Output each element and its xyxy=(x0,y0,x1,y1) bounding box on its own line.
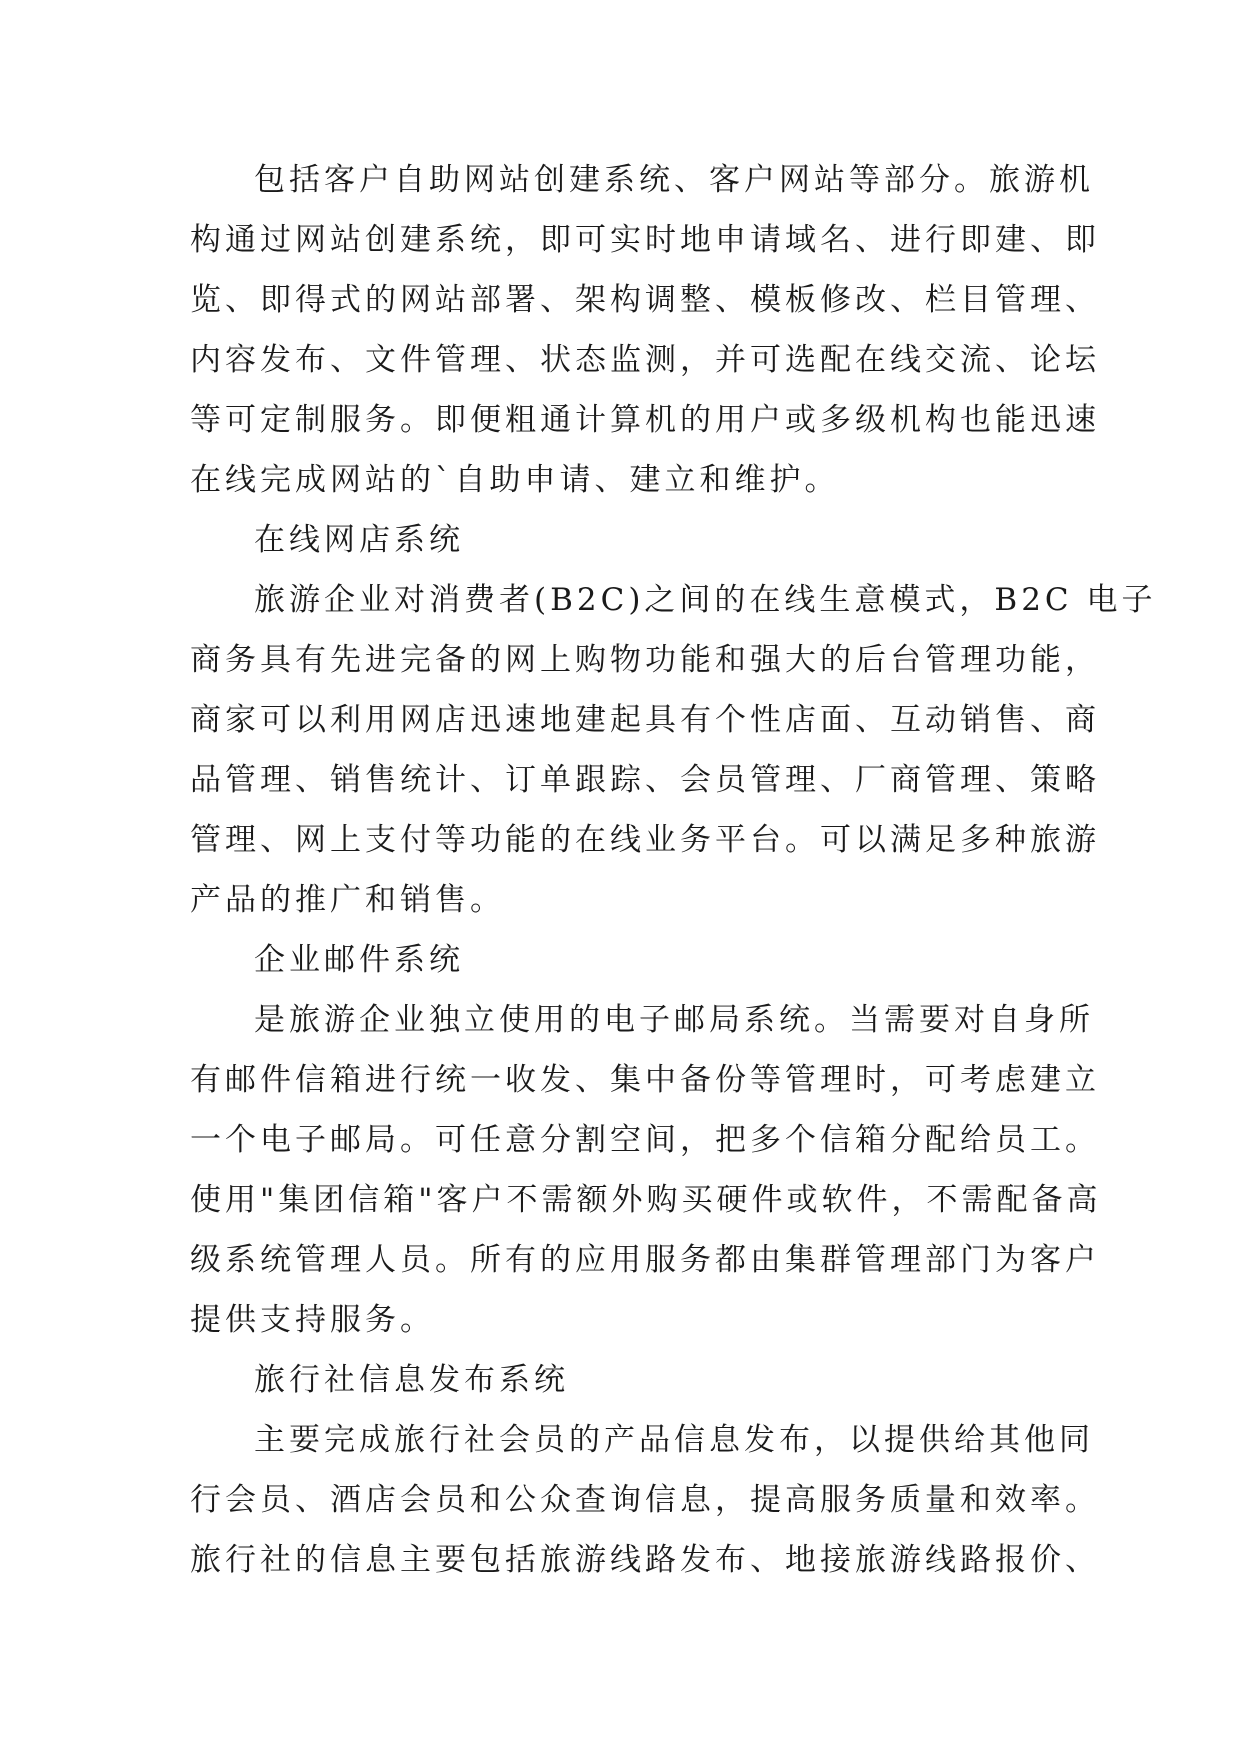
paragraph-line: 品管理、销售统计、订单跟踪、会员管理、厂商管理、策略 xyxy=(190,762,1100,798)
paragraph-line: 主要完成旅行社会员的产品信息发布，以提供给其他同 xyxy=(254,1422,1094,1458)
section-heading: 在线网店系统 xyxy=(254,522,464,558)
paragraph-line: 管理、网上支付等功能的在线业务平台。可以满足多种旅游 xyxy=(190,822,1100,858)
paragraph-line: 商务具有先进完备的网上购物功能和强大的后台管理功能， xyxy=(190,642,1100,678)
paragraph-line: 行会员、酒店会员和公众查询信息，提高服务质量和效率。 xyxy=(190,1482,1100,1518)
paragraph-line: 览、即得式的网站部署、架构调整、模板修改、栏目管理、 xyxy=(190,282,1100,318)
section-heading: 旅行社信息发布系统 xyxy=(254,1362,569,1398)
section-heading: 企业邮件系统 xyxy=(254,942,464,978)
paragraph-line: 一个电子邮局。可任意分割空间，把多个信箱分配给员工。 xyxy=(190,1122,1100,1158)
paragraph-line: 使用"集团信箱"客户不需额外购买硬件或软件，不需配备高 xyxy=(190,1182,1102,1218)
paragraph-line: 在线完成网站的`自助申请、建立和维护。 xyxy=(190,462,840,498)
paragraph-line: 等可定制服务。即便粗通计算机的用户或多级机构也能迅速 xyxy=(190,402,1100,438)
paragraph-line: 内容发布、文件管理、状态监测，并可选配在线交流、论坛 xyxy=(190,342,1100,378)
paragraph-line: 旅游企业对消费者(B2C)之间的在线生意模式，B2C 电子 xyxy=(254,582,1157,618)
paragraph-line: 级系统管理人员。所有的应用服务都由集群管理部门为客户 xyxy=(190,1242,1100,1278)
document-page xyxy=(190,150,1157,1590)
paragraph-line: 旅行社的信息主要包括旅游线路发布、地接旅游线路报价、 xyxy=(190,1542,1100,1578)
paragraph-line: 提供支持服务。 xyxy=(190,1302,435,1338)
paragraph-line: 包括客户自助网站创建系统、客户网站等部分。旅游机 xyxy=(254,162,1094,198)
paragraph-line: 商家可以利用网店迅速地建起具有个性店面、互动销售、商 xyxy=(190,702,1100,738)
paragraph-line: 产品的推广和销售。 xyxy=(190,882,505,918)
paragraph-line: 是旅游企业独立使用的电子邮局系统。当需要对自身所 xyxy=(254,1002,1094,1038)
paragraph-line: 构通过网站创建系统，即可实时地申请域名、进行即建、即 xyxy=(190,222,1100,258)
paragraph-line: 有邮件信箱进行统一收发、集中备份等管理时，可考虑建立 xyxy=(190,1062,1100,1098)
